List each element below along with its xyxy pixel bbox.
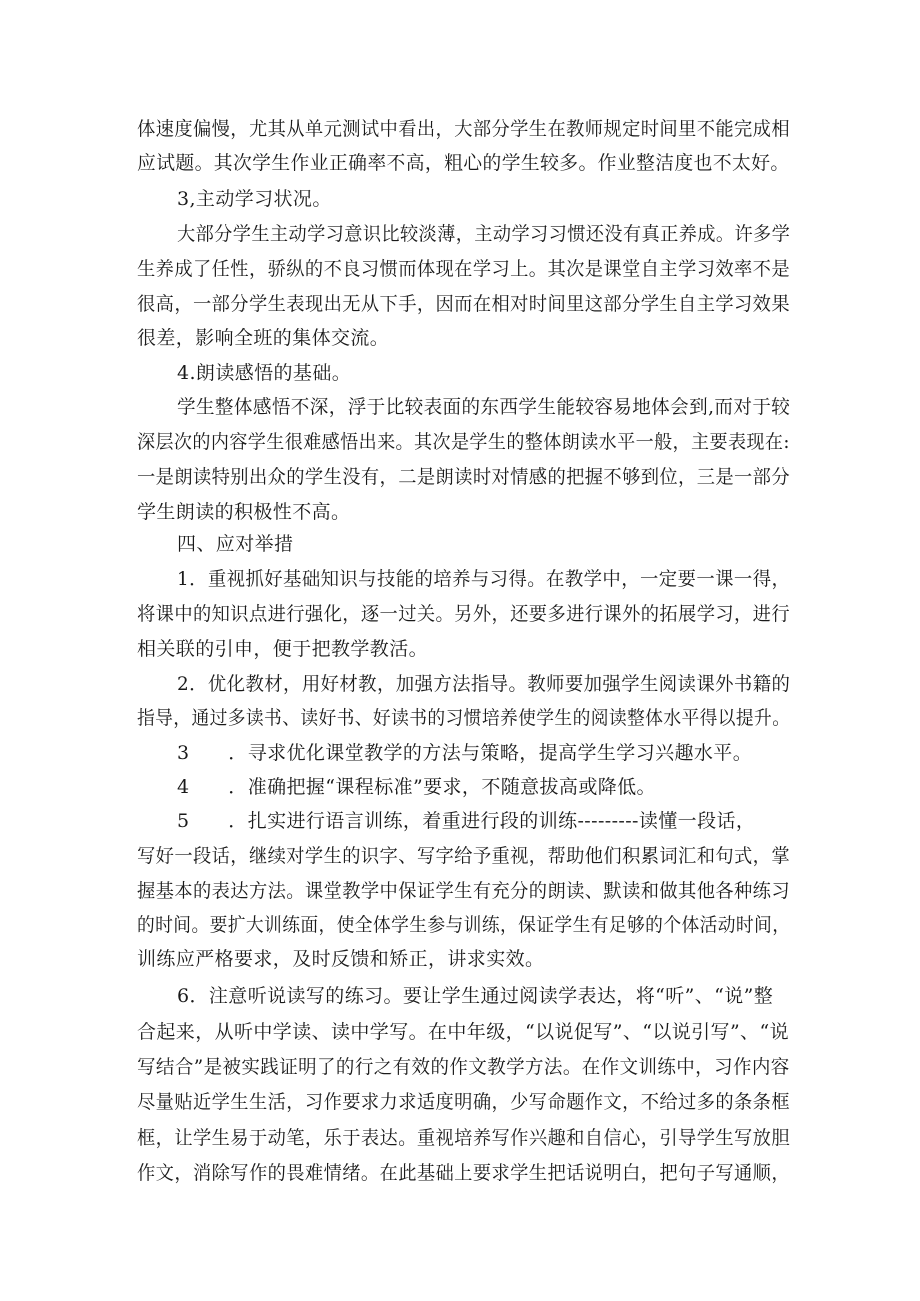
text-line: 写结合”是被实践证明了的行之有效的作文教学方法。在作文训练中，习作内容 [137, 1056, 790, 1078]
text-line: 作文，消除写作的畏难情绪。在此基础上要求学生把话说明白，把句子写通顺， [137, 1162, 791, 1184]
text-line: 一是朗读特别出众的学生没有，二是朗读时对情感的把握不够到位，三是一部分 [137, 466, 791, 488]
text-line: 指导，通过多读书、读好书、好读书的习惯培养使学生的阅读整体水平得以提升。 [137, 707, 791, 729]
text-line: 训练应严格要求，及时反馈和矫正，讲求实效。 [137, 948, 545, 970]
section-heading: 3,主动学习状况。 [177, 188, 332, 210]
text-line: 大部分学生主动学习意识比较淡薄，主动学习习惯还没有真正养成。许多学 [177, 223, 791, 245]
text-line: 6．注意听说读写的练习。要让学生通过阅读学表达，将“听”、“说”整 [177, 985, 774, 1007]
text-line: 框，让学生易于动笔，乐于表达。重视培养写作兴趣和自信心，引导学生写放胆 [137, 1127, 791, 1149]
text-line: 体速度偏慢，尤其从单元测试中看出，大部分学生在教师规定时间里不能完成相 [137, 118, 791, 140]
text-line: 相关联的引申，便于把教学教活。 [137, 638, 429, 660]
text-line: 学生朗读的积极性不高。 [137, 501, 351, 523]
text-line: 很差，影响全班的集体交流。 [137, 327, 390, 349]
text-line: 深层次的内容学生很难感悟出来。其次是学生的整体朗读水平一般，主要表现在: [137, 431, 790, 453]
text-line: 将课中的知识点进行强化，逐一过关。另外，还要多进行课外的拓展学习，进行 [137, 603, 791, 625]
text-line: 3 ．寻求优化课堂教学的方法与策略，提高学生学习兴趣水平。 [177, 742, 753, 764]
text-line: 很高，一部分学生表现出无从下手，因而在相对时间里这部分学生自主学习效果 [137, 293, 791, 315]
text-line: 2．优化教材，用好材教，加强方法指导。教师要加强学生阅读课外书籍的 [177, 673, 791, 695]
text-line: 学生整体感悟不深，浮于比较表面的东西学生能较容易地体会到,而对于较 [177, 396, 791, 418]
text-line: 5 ．扎实进行语言训练，着重进行段的训练---------读懂一段话， [177, 810, 756, 832]
text-line: 合起来，从听中学读、读中学写。在中年级，“以说促写”、“以说引写”、“说 [137, 1021, 789, 1043]
section-heading: 4.朗读感悟的基础。 [177, 362, 352, 384]
section-heading: 四、应对举措 [177, 533, 294, 555]
text-line: 握基本的表达方法。课堂教学中保证学生有充分的朗读、默读和做其他各种练习 [137, 880, 791, 902]
text-line: 尽量贴近学生生活，习作要求力求适度明确，少写命题作文，不给过多的条条框 [137, 1091, 791, 1113]
text-line: 的时间。要扩大训练面，使全体学生参与训练，保证学生有足够的个体活动时间， [137, 914, 791, 936]
text-line: 生养成了任性，骄纵的不良习惯而体现在学习上。其次是课堂自主学习效率不是 [137, 258, 791, 280]
text-line: 4 ．准确把握“课程标准”要求，不随意拔高或降低。 [177, 776, 656, 798]
text-line: 应试题。其次学生作业正确率不高，粗心的学生较多。作业整洁度也不太好。 [137, 152, 790, 174]
text-line: 1．重视抓好基础知识与技能的培养与习得。在教学中，一定要一课一得， [177, 568, 791, 590]
text-line: 写好一段话，继续对学生的识字、写字给予重视，帮助他们积累词汇和句式，掌 [137, 845, 791, 867]
